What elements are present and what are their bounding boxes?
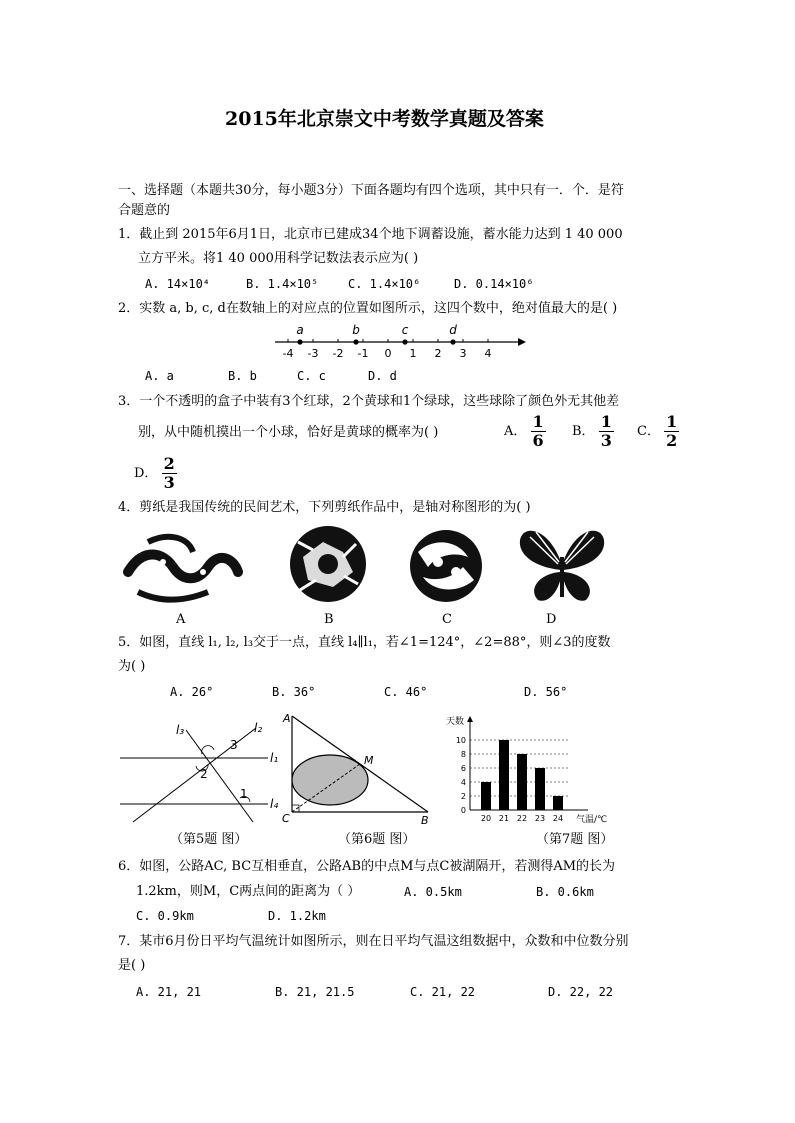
x-tick-label: 22 <box>516 814 528 823</box>
temperature-bar-chart <box>440 712 620 827</box>
q1-option-a[interactable]: A. 14×10⁴ <box>145 277 211 291</box>
number-line-tick-label: 0 <box>384 347 392 360</box>
y-axis-label: 天数 <box>446 717 465 727</box>
number-line-point <box>353 339 358 344</box>
q1-stem-cont: 立方平米。将1 40 000用科学记数法表示应为( ) <box>138 251 419 266</box>
q2-stem: 2．实数 a, b, c, d在数轴上的对应点的位置如图所示，这四个数中，绝对值最大的是( ) <box>118 301 618 316</box>
number-line-tick-label: 2 <box>434 347 442 360</box>
papercut-figures <box>118 522 618 612</box>
q3-option-d-label: D． <box>134 466 158 481</box>
y-tick-label: 8 <box>460 750 466 759</box>
vertex-a-label: A <box>283 712 291 725</box>
q3-b-denominator: 3 <box>600 431 612 450</box>
bar-20 <box>481 782 491 810</box>
fish-papercut-icon <box>410 530 482 602</box>
y-tick-label: 0 <box>460 806 466 815</box>
number-line-arrow <box>518 338 526 346</box>
q3-option-b[interactable] <box>572 414 614 449</box>
q4-label-a[interactable]: A <box>176 612 186 627</box>
number-line-point <box>450 339 455 344</box>
bar-23 <box>535 768 545 810</box>
x-axis-label: 气温/℃ <box>576 815 608 825</box>
number-line-point-label: d <box>449 323 457 337</box>
q6-stem: 6．如图，公路AC, BC互相垂直，公路AB的中点M与点C被湖隔开，若测得AM的长为 <box>118 859 616 874</box>
q6-option-b[interactable]: B. 0.6km <box>536 885 594 899</box>
q6-option-c[interactable]: C. 0.9km <box>136 909 194 923</box>
number-line-tick-label: 4 <box>484 347 492 360</box>
angle-1-label: 1 <box>240 787 248 801</box>
caption-fig6: （第6题 图） <box>338 832 416 847</box>
q3-a-numerator: 1 <box>532 412 544 431</box>
point-m-label: M <box>364 754 374 767</box>
q7-option-a[interactable]: A. 21, 21 <box>136 985 202 999</box>
number-line-tick-label: -1 <box>357 347 369 360</box>
angle-2-label: 2 <box>200 767 208 781</box>
q3-a-denominator: 6 <box>532 431 544 450</box>
q2-option-a[interactable]: A. a <box>145 369 174 383</box>
number-line-tick-label: -2 <box>332 347 344 360</box>
label-l3: l₃ <box>176 723 185 737</box>
round-papercut-icon <box>290 526 366 602</box>
q3-c-denominator: 2 <box>666 431 678 450</box>
q7-option-b[interactable]: B. 21, 21.5 <box>275 985 355 999</box>
q7-stem: 7．某市6月份日平均气温统计如图所示，则在日平均气温这组数据中，众数和中位数分别 <box>118 934 629 949</box>
number-line-point <box>402 339 407 344</box>
section-heading: 一、选择题（本题共30分，每小题3分）下面各题均有四个选项，其中只有一．个．是符 <box>118 183 624 198</box>
figure-6-triangle <box>278 708 438 826</box>
q4-stem: 4．剪纸是我国传统的民间艺术，下列剪纸作品中，是轴对称图形的为( ) <box>118 500 531 515</box>
dragon-papercut-icon <box>128 537 238 600</box>
q4-label-d[interactable]: D <box>546 612 557 627</box>
q3-option-c-label: C． <box>637 424 660 439</box>
q1-option-c[interactable]: C. 1.4×10⁶ <box>348 277 421 291</box>
page-title: 2015年北京崇文中考数学真题及答案 <box>225 108 544 130</box>
number-line-point-label: c <box>401 323 409 337</box>
x-tick-label: 20 <box>480 814 492 823</box>
bar-24 <box>553 796 563 810</box>
q2-option-c[interactable]: C. c <box>297 369 326 383</box>
q7-stem-cont: 是( ) <box>118 958 146 973</box>
line-l3 <box>186 730 253 822</box>
q3-option-d[interactable] <box>134 456 177 491</box>
q6-option-d[interactable]: D. 1.2km <box>268 909 326 923</box>
y-tick-label: 6 <box>460 764 466 773</box>
q1-option-b[interactable]: B. 1.4×10⁵ <box>246 277 319 291</box>
number-line-point <box>297 339 302 344</box>
q5-stem-cont: 为( ) <box>118 659 146 674</box>
number-line-tick-label: -4 <box>282 347 294 360</box>
section-heading-cont: 合题意的 <box>118 203 171 218</box>
q3-option-b-label: B． <box>572 424 595 439</box>
y-tick-label: 4 <box>460 778 466 787</box>
number-line-point-label: b <box>352 323 360 337</box>
caption-fig7: （第7题 图） <box>536 832 614 847</box>
x-tick-label: 24 <box>552 814 564 823</box>
x-tick-label: 21 <box>498 814 510 823</box>
q3-d-numerator: 2 <box>163 454 175 473</box>
q3-option-a-label: A． <box>504 424 527 439</box>
x-tick-label: 23 <box>534 814 546 823</box>
q5-option-d[interactable]: D. 56° <box>524 685 568 699</box>
q6-stem-cont: 1.2km，则M，C两点间的距离为（ ） <box>136 884 361 899</box>
label-l4: l₄ <box>270 797 279 811</box>
q7-option-d[interactable]: D. 22, 22 <box>548 985 614 999</box>
q3-b-numerator: 1 <box>600 412 612 431</box>
q3-c-numerator: 1 <box>666 412 678 431</box>
vertex-c-label: C <box>282 812 290 825</box>
number-line-figure <box>270 322 530 364</box>
y-axis-arrow <box>467 716 473 722</box>
q5-option-b[interactable]: B. 36° <box>272 685 316 699</box>
label-l1: l₁ <box>270 751 279 765</box>
number-line-tick-label: 3 <box>459 347 467 360</box>
number-line-tick-label: -3 <box>307 347 319 360</box>
q3-option-c[interactable] <box>637 414 679 449</box>
q3-option-a[interactable] <box>504 414 546 449</box>
q3-stem: 3．一个不透明的盒子中装有3个红球，2个黄球和1个绿球，这些球除了颜色外无其他差 <box>118 394 620 409</box>
y-tick-label: 10 <box>455 736 466 745</box>
q1-stem: 1．截止到 2015年6月1日，北京市已建成34个地下调蓄设施，蓄水能力达到 1 40 000 <box>118 227 623 242</box>
number-line-point-label: a <box>296 323 304 337</box>
q5-option-a[interactable]: A. 26° <box>170 685 214 699</box>
q3-d-denominator: 3 <box>163 473 175 492</box>
figure-5-lines <box>118 712 288 827</box>
q3-stem-cont: 别，从中随机摸出一个小球，恰好是黄球的概率为( ) <box>138 425 439 440</box>
q1-option-d[interactable]: D. 0.14×10⁶ <box>454 277 534 291</box>
q2-option-b[interactable]: B. b <box>228 369 257 383</box>
angle-3-label: 3 <box>230 738 238 752</box>
bar-21 <box>499 740 509 810</box>
q6-option-a[interactable]: A. 0.5km <box>404 885 462 899</box>
q2-option-d[interactable]: D. d <box>368 369 397 383</box>
q4-label-c[interactable]: C <box>442 612 452 627</box>
caption-fig5: （第5题 图） <box>170 832 248 847</box>
q7-option-c[interactable]: C. 21, 22 <box>410 985 476 999</box>
vertex-b-label: B <box>421 814 429 826</box>
y-tick-label: 2 <box>460 792 466 801</box>
label-l2: l₂ <box>254 721 263 735</box>
bar-22 <box>517 754 527 810</box>
number-line-tick-label: 1 <box>409 347 417 360</box>
lake-ellipse <box>292 755 368 805</box>
q5-stem: 5．如图，直线 l₁, l₂, l₃交于一点，直线 l₄∥l₁，若∠1=124°，∠2=88°，则∠3的度数 <box>118 635 611 650</box>
q5-option-c[interactable]: C. 46° <box>384 685 428 699</box>
q4-label-b[interactable]: B <box>324 612 334 627</box>
butterfly-papercut-icon <box>520 531 604 601</box>
